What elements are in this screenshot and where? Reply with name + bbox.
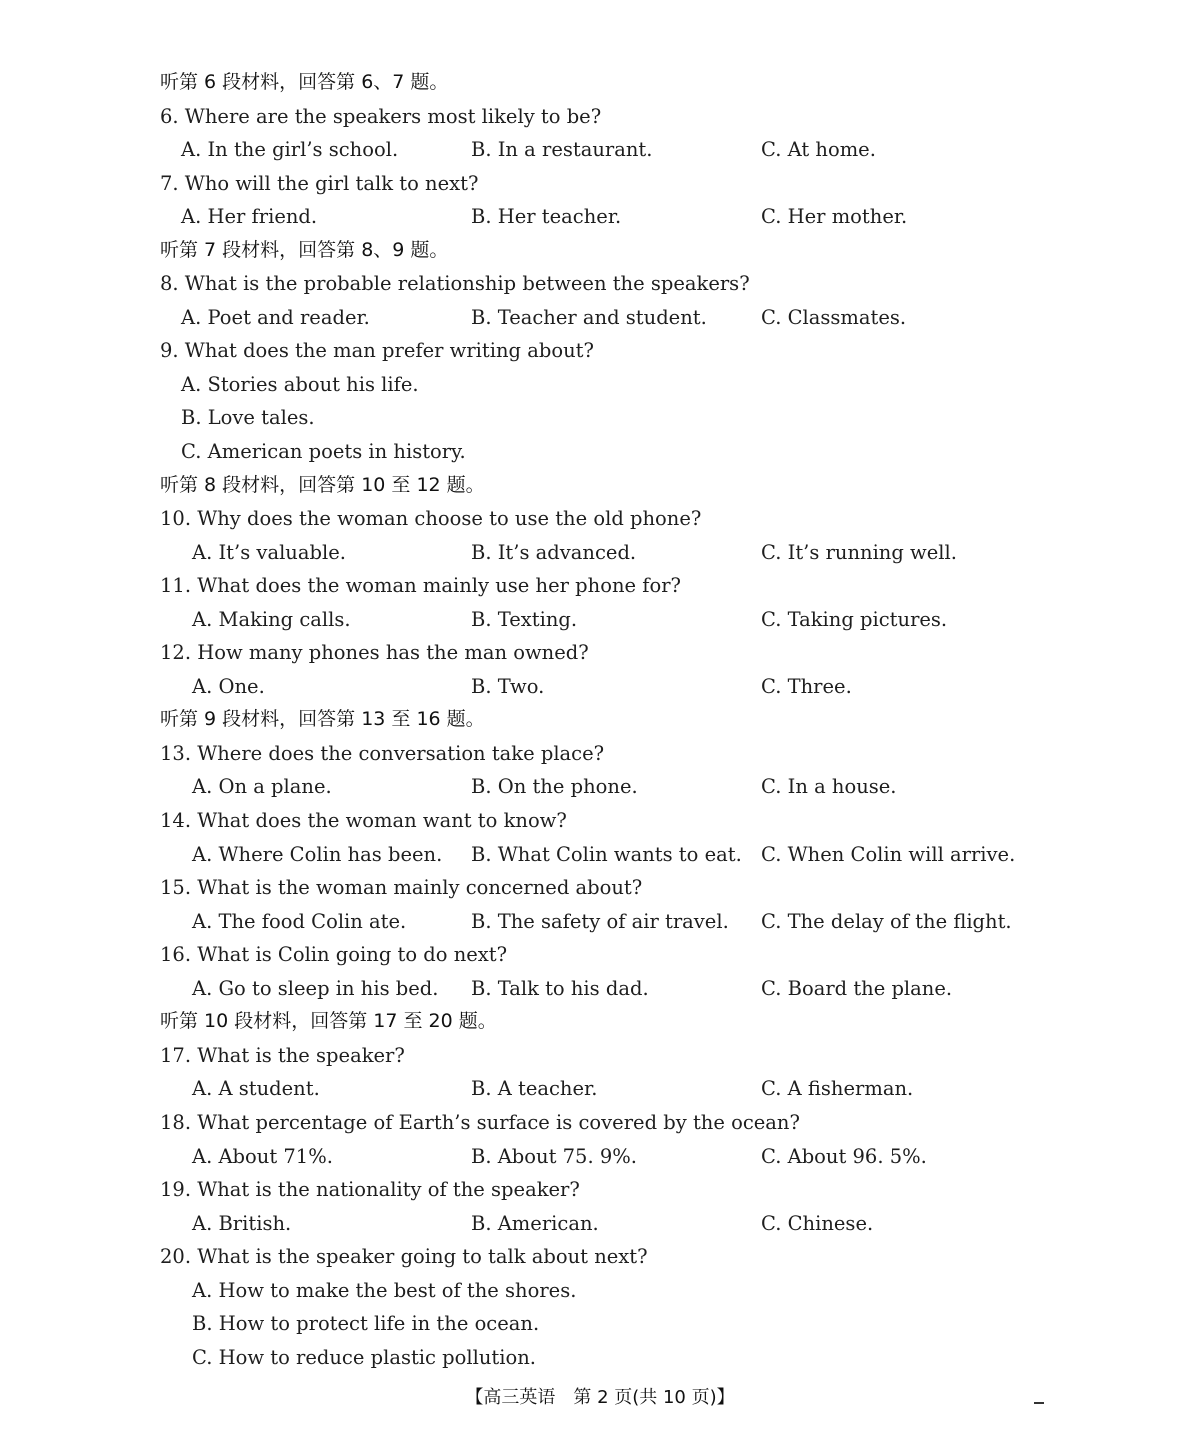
options-row: [0, 670, 1200, 704]
answer-option: B. How to protect life in the ocean.: [192, 1312, 540, 1336]
answer-option-c: C. Board the plane.: [761, 976, 953, 1000]
answer-option-c: C. The delay of the flight.: [761, 909, 1012, 933]
footer-dash-mark: [1034, 1402, 1044, 1404]
section-heading: 听第 10 段材料，回答第 17 至 20 题。: [160, 1010, 497, 1033]
options-row: [0, 200, 1200, 234]
answer-option-a: A. The food Colin ate.: [192, 909, 407, 933]
answer-option-a: A. Where Colin has been.: [192, 842, 443, 866]
answer-option-b: B. Teacher and student.: [471, 305, 707, 329]
question-stem: 11. What does the woman mainly use her phone for?: [160, 574, 681, 598]
answer-option: C. American poets in history.: [181, 440, 466, 464]
question-stem: 16. What is Colin going to do next?: [160, 943, 508, 967]
options-row: [0, 1072, 1200, 1106]
question-stem: 18. What percentage of Earth’s surface is covered by the ocean?: [160, 1110, 800, 1134]
answer-option: A. How to make the best of the shores.: [192, 1278, 577, 1302]
question-stem: 13. Where does the conversation take place?: [160, 741, 605, 765]
answer-option-a: A. British.: [192, 1211, 292, 1235]
answer-option-a: A. Go to sleep in his bed.: [192, 976, 439, 1000]
question-stem: 7. Who will the girl talk to next?: [160, 171, 479, 195]
answer-option-c: C. When Colin will arrive.: [761, 842, 1016, 866]
question-stem: 19. What is the nationality of the speaker?: [160, 1178, 580, 1202]
question-stem: 6. Where are the speakers most likely to be?: [160, 104, 602, 128]
answer-option-b: B. What Colin wants to eat.: [471, 842, 742, 866]
answer-option-a: A. It’s valuable.: [192, 540, 346, 564]
answer-option-b: B. The safety of air travel.: [471, 909, 729, 933]
section-heading: 听第 6 段材料，回答第 6、7 题。: [160, 71, 449, 93]
answer-option-a: A. About 71%.: [192, 1144, 333, 1168]
exam-page: [0, 66, 1200, 1374]
answer-option-b: B. American.: [471, 1211, 599, 1235]
question-stem: 12. How many phones has the man owned?: [160, 641, 589, 665]
answer-option-c: C. Classmates.: [761, 305, 907, 329]
options-row: [0, 536, 1200, 570]
answer-option-c: C. In a house.: [761, 775, 897, 799]
answer-option-b: B. Her teacher.: [471, 205, 622, 229]
options-row: [0, 838, 1200, 872]
answer-option-b: B. Talk to his dad.: [471, 976, 649, 1000]
question-stem: 8. What is the probable relationship between the speakers?: [160, 272, 750, 296]
options-row: [0, 972, 1200, 1006]
answer-option-c: C. About 96. 5%.: [761, 1144, 927, 1168]
options-row: [0, 1140, 1200, 1174]
question-stem: 14. What does the woman want to know?: [160, 809, 567, 833]
answer-option-c: C. A fisherman.: [761, 1077, 914, 1101]
answer-option-a: A. A student.: [192, 1077, 320, 1101]
section-heading: 听第 9 段材料，回答第 13 至 16 题。: [160, 708, 485, 731]
options-row: [0, 603, 1200, 637]
question-stem: 20. What is the speaker going to talk about next?: [160, 1245, 648, 1269]
options-row: [0, 770, 1200, 804]
answer-option-b: B. About 75. 9%.: [471, 1144, 637, 1168]
answer-option-a: A. On a plane.: [192, 775, 332, 799]
answer-option: A. Stories about his life.: [181, 372, 419, 396]
answer-option-b: B. On the phone.: [471, 775, 638, 799]
options-row: [0, 1207, 1200, 1241]
answer-option-a: A. Her friend.: [181, 205, 318, 229]
answer-option-b: B. In a restaurant.: [471, 138, 653, 162]
question-stem: 9. What does the man prefer writing about?: [160, 339, 594, 363]
answer-option-c: C. Taking pictures.: [761, 607, 948, 631]
answer-option-c: C. At home.: [761, 138, 876, 162]
answer-option-c: C. Chinese.: [761, 1211, 874, 1235]
options-row: [0, 301, 1200, 335]
answer-option-a: A. Making calls.: [192, 607, 351, 631]
answer-option: C. How to reduce plastic pollution.: [192, 1345, 536, 1369]
answer-option-b: B. It’s advanced.: [471, 540, 637, 564]
answer-option-a: A. One.: [192, 674, 265, 698]
options-row: [0, 905, 1200, 939]
section-heading: 听第 7 段材料，回答第 8、9 题。: [160, 238, 449, 261]
answer-option-b: B. Two.: [471, 674, 545, 698]
answer-option-c: C. It’s running well.: [761, 540, 957, 564]
page-footer: 【高三英语 第 2 页(共 10 页)】: [465, 1387, 735, 1408]
answer-option-b: B. Texting.: [471, 607, 578, 631]
question-stem: 15. What is the woman mainly concerned about?: [160, 876, 643, 900]
question-stem: 17. What is the speaker?: [160, 1043, 405, 1067]
answer-option-c: C. Her mother.: [761, 205, 908, 229]
answer-option: B. Love tales.: [181, 406, 315, 430]
section-heading: 听第 8 段材料，回答第 10 至 12 题。: [160, 473, 485, 496]
options-row: [0, 133, 1200, 167]
answer-option-a: A. In the girl’s school.: [181, 138, 399, 162]
answer-option-b: B. A teacher.: [471, 1077, 598, 1101]
answer-option-c: C. Three.: [761, 674, 852, 698]
answer-option-a: A. Poet and reader.: [181, 305, 370, 329]
question-stem: 10. Why does the woman choose to use the old phone?: [160, 507, 702, 531]
